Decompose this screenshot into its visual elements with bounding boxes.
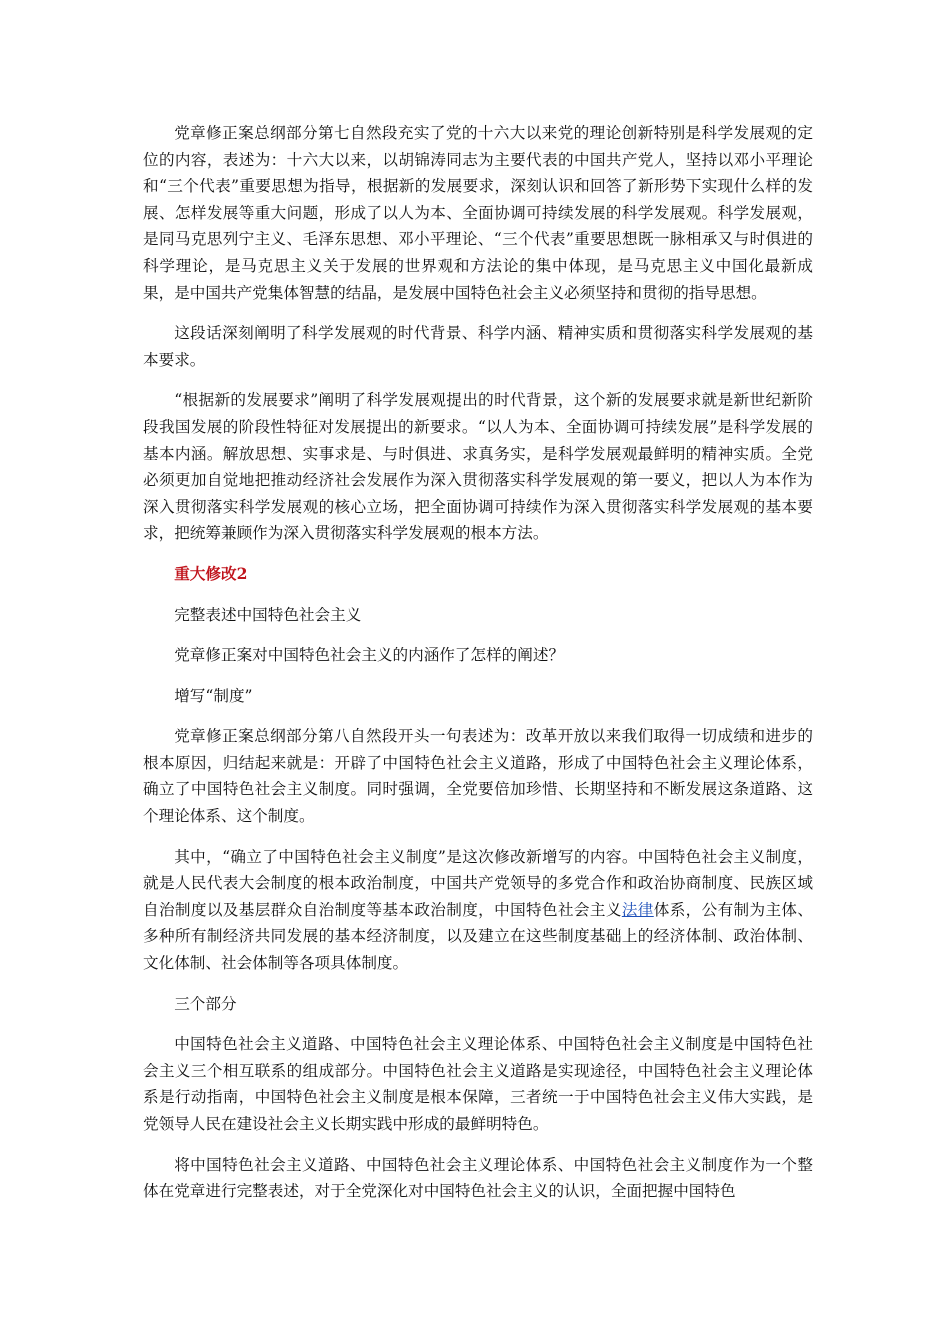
document-page	[143, 120, 813, 1219]
paragraph-2: 这段话深刻阐明了科学发展观的时代背景、科学内涵、精神实质和贯彻落实科学发展观的基本要求。	[143, 324, 813, 369]
section-subtitle: 完整表述中国特色社会主义	[174, 605, 362, 624]
paragraph-5-text-before: 其中，“确立了中国特色社会主义制度”是这次修改新增写的内容。中国特色社会主义制度，就是人民代表大会制度的根本政治制度，中国共产党领导的多党合作和政治协商制度、民族区域自治制度以及基层群众自治制度等基本政治制度，中国特色社会主义	[143, 847, 813, 919]
subheading-add-system: 增写“制度”	[174, 686, 253, 705]
paragraph-1: 党章修正案总纲部分第七自然段充实了党的十六大以来党的理论创新特别是科学发展观的定位的内容，表述为：十六大以来，以胡锦涛同志为主要代表的中国共产党人，坚持以邓小平理论和“三个代表”重要思想为指导，根据新的发展要求，深刻认识和回答了新形势下实现什么样的发展、怎样发展等重大问题，形成了以人为本、全面协调可持续发展的科学发展观。科学发展观，是同马克思列宁主义、毛泽东思想、邓小平理论、“三个代表”重要思想既一脉相承又与时俱进的科学理论，是马克思主义关于发展的世界观和方法论的集中体现，是马克思主义中国化最新成果，是中国共产党集体智慧的结晶，是发展中国特色社会主义必须坚持和贯彻的指导思想。	[143, 124, 813, 302]
section-question: 党章修正案对中国特色社会主义的内涵作了怎样的阐述？	[174, 646, 565, 665]
section-heading-major-change-2: 重大修改2	[174, 563, 248, 583]
subheading-three-parts: 三个部分	[174, 994, 237, 1013]
paragraph-7: 将中国特色社会主义道路、中国特色社会主义理论体系、中国特色社会主义制度作为一个整体在党章进行完整表述，对于全党深化对中国特色社会主义的认识，全面把握中国特色	[143, 1155, 813, 1201]
paragraph-5-text-after: 体系，公有制为主体、多种所有制经济共同发展的基本经济制度，以及建立在这些制度基础上的经济体制、政治体制、文化体制、社会体制等各项具体制度。	[143, 900, 813, 973]
paragraph-6: 中国特色社会主义道路、中国特色社会主义理论体系、中国特色社会主义制度是中国特色社会主义三个相互联系的组成部分。中国特色社会主义道路是实现途径，中国特色社会主义理论体系是行动指南，中国特色社会主义制度是根本保障，三者统一于中国特色社会主义伟大实践，是党领导人民在建设社会主义长期实践中形成的最鲜明特色。	[143, 1035, 813, 1133]
paragraph-3: “根据新的发展要求”阐明了科学发展观提出的时代背景，这个新的发展要求就是新世纪新阶段我国发展的阶段性特征对发展提出的新要求。“以人为本、全面协调可持续发展”是科学发展的基本内涵。解放思想、实事求是、与时俱进、求真务实，是科学发展观最鲜明的精神实质。全党必须更加自觉地把推动经济社会发展作为深入贯彻落实科学发展观的第一要义，把以人为本作为深入贯彻落实科学发展观的核心立场，把全面协调可持续作为深入贯彻落实科学发展观的基本要求，把统筹兼顾作为深入贯彻落实科学发展观的根本方法。	[143, 391, 813, 543]
paragraph-5	[143, 844, 813, 977]
law-link[interactable]: 法律	[621, 900, 654, 919]
paragraph-4: 党章修正案总纲部分第八自然段开头一句表述为：改革开放以来我们取得一切成绩和进步的根本原因，归结起来就是：开辟了中国特色社会主义道路，形成了中国特色社会主义理论体系，确立了中国特色社会主义制度。同时强调，全党要倍加珍惜、长期坚持和不断发展这条道路、这个理论体系、这个制度。	[143, 727, 813, 826]
